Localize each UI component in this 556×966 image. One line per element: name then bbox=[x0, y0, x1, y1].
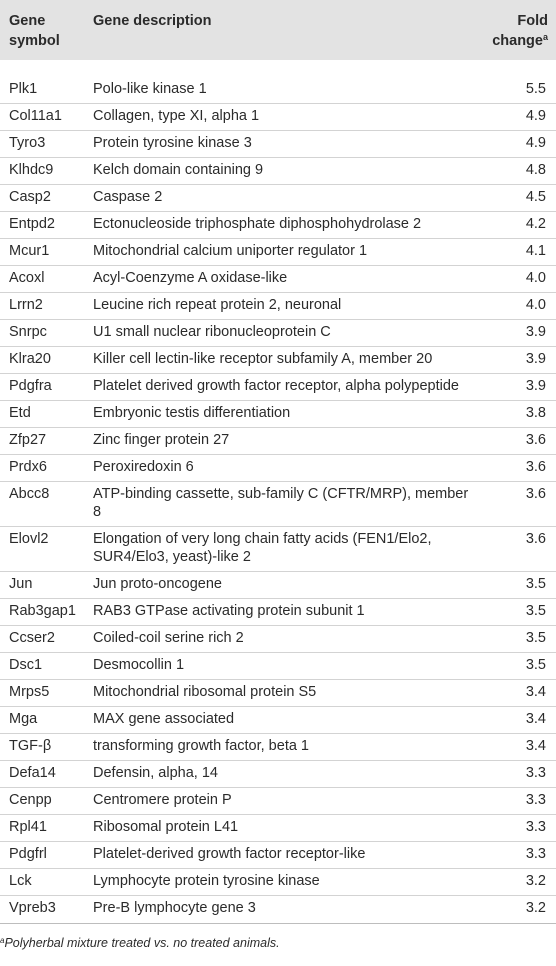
table-row bbox=[0, 842, 556, 869]
gene-description-cell: Protein tyrosine kinase 3 bbox=[84, 131, 478, 158]
header-fold-change-label: Fold change bbox=[492, 13, 548, 49]
table-row bbox=[0, 428, 556, 455]
fold-change-cell: 3.5 bbox=[478, 599, 556, 626]
fold-change-cell: 4.1 bbox=[478, 239, 556, 266]
table-row bbox=[0, 266, 556, 293]
table-row bbox=[0, 869, 556, 896]
table-row bbox=[0, 734, 556, 761]
table-row bbox=[0, 401, 556, 428]
footnote-marker: a bbox=[0, 936, 5, 945]
gene-description-cell: Polo-like kinase 1 bbox=[84, 60, 478, 104]
gene-description-cell: MAX gene associated bbox=[84, 707, 478, 734]
gene-symbol-cell: Plk1 bbox=[0, 60, 84, 104]
gene-description-cell: Mitochondrial ribosomal protein S5 bbox=[84, 680, 478, 707]
gene-description-cell: transforming growth factor, beta 1 bbox=[84, 734, 478, 761]
table-row bbox=[0, 527, 556, 572]
table-row bbox=[0, 455, 556, 482]
gene-symbol-cell: Prdx6 bbox=[0, 455, 84, 482]
fold-change-cell: 3.9 bbox=[478, 374, 556, 401]
table-row bbox=[0, 131, 556, 158]
table-row bbox=[0, 482, 556, 527]
gene-description-cell: Pre-B lymphocyte gene 3 bbox=[84, 896, 478, 924]
fold-change-cell: 4.5 bbox=[478, 185, 556, 212]
fold-change-cell: 3.9 bbox=[478, 347, 556, 374]
fold-change-cell: 3.6 bbox=[478, 527, 556, 572]
fold-change-cell: 3.2 bbox=[478, 896, 556, 924]
table-row bbox=[0, 572, 556, 599]
gene-symbol-cell: Dsc1 bbox=[0, 653, 84, 680]
fold-change-cell: 3.6 bbox=[478, 482, 556, 527]
gene-symbol-cell: Ccser2 bbox=[0, 626, 84, 653]
gene-symbol-cell: Pdgfra bbox=[0, 374, 84, 401]
fold-change-cell: 3.6 bbox=[478, 428, 556, 455]
header-gene-description: Gene description bbox=[93, 13, 212, 29]
gene-description-cell: Kelch domain containing 9 bbox=[84, 158, 478, 185]
gene-symbol-cell: Tyro3 bbox=[0, 131, 84, 158]
fold-change-cell: 5.5 bbox=[478, 60, 556, 104]
table-row bbox=[0, 185, 556, 212]
gene-symbol-cell: Rpl41 bbox=[0, 815, 84, 842]
gene-description-cell: Platelet derived growth factor receptor, alpha polypeptide bbox=[84, 374, 478, 401]
footnote-text: Polyherbal mixture treated vs. no treated animals. bbox=[4, 936, 280, 950]
fold-change-cell: 4.9 bbox=[478, 131, 556, 158]
gene-description-cell: Peroxiredoxin 6 bbox=[84, 455, 478, 482]
gene-symbol-cell: Pdgfrl bbox=[0, 842, 84, 869]
table-row bbox=[0, 761, 556, 788]
gene-symbol-cell: Entpd2 bbox=[0, 212, 84, 239]
gene-description-cell: Leucine rich repeat protein 2, neuronal bbox=[84, 293, 478, 320]
fold-change-cell: 4.2 bbox=[478, 212, 556, 239]
gene-symbol-cell: Etd bbox=[0, 401, 84, 428]
gene-symbol-cell: Abcc8 bbox=[0, 482, 84, 527]
table-row bbox=[0, 212, 556, 239]
gene-symbol-cell: Lrrn2 bbox=[0, 293, 84, 320]
gene-symbol-cell: Snrpc bbox=[0, 320, 84, 347]
fold-change-cell: 3.5 bbox=[478, 572, 556, 599]
gene-symbol-cell: Mga bbox=[0, 707, 84, 734]
gene-description-cell: Defensin, alpha, 14 bbox=[84, 761, 478, 788]
fold-change-cell: 3.3 bbox=[478, 842, 556, 869]
gene-symbol-cell: TGF-β bbox=[0, 734, 84, 761]
gene-description-cell: Acyl-Coenzyme A oxidase-like bbox=[84, 266, 478, 293]
gene-symbol-cell: Rab3gap1 bbox=[0, 599, 84, 626]
gene-description-cell: Jun proto-oncogene bbox=[84, 572, 478, 599]
fold-change-cell: 3.4 bbox=[478, 707, 556, 734]
table-row bbox=[0, 680, 556, 707]
table-row bbox=[0, 707, 556, 734]
gene-symbol-cell: Jun bbox=[0, 572, 84, 599]
gene-symbol-cell: Casp2 bbox=[0, 185, 84, 212]
table-row bbox=[0, 158, 556, 185]
gene-description-cell: Elongation of very long chain fatty acids (FEN1/Elo2, SUR4/Elo3, yeast)-like 2 bbox=[84, 527, 478, 572]
gene-symbol-cell: Lck bbox=[0, 869, 84, 896]
gene-symbol-cell: Klra20 bbox=[0, 347, 84, 374]
gene-symbol-cell: Elovl2 bbox=[0, 527, 84, 572]
header-row bbox=[0, 0, 556, 60]
gene-description-cell: Desmocollin 1 bbox=[84, 653, 478, 680]
fold-change-cell: 3.4 bbox=[478, 680, 556, 707]
fold-change-cell: 3.8 bbox=[478, 401, 556, 428]
table-row bbox=[0, 293, 556, 320]
table-row bbox=[0, 374, 556, 401]
table-row bbox=[0, 626, 556, 653]
table-header bbox=[0, 0, 556, 60]
table-footnote bbox=[0, 924, 556, 950]
table-row bbox=[0, 653, 556, 680]
table-row bbox=[0, 239, 556, 266]
gene-description-cell: U1 small nuclear ribonucleoprotein C bbox=[84, 320, 478, 347]
table-body bbox=[0, 60, 556, 924]
gene-description-cell: Platelet-derived growth factor receptor-like bbox=[84, 842, 478, 869]
gene-description-cell: Ribosomal protein L41 bbox=[84, 815, 478, 842]
header-fold-change bbox=[478, 0, 556, 60]
table-row bbox=[0, 104, 556, 131]
fold-change-cell: 3.6 bbox=[478, 455, 556, 482]
fold-change-cell: 3.4 bbox=[478, 734, 556, 761]
table-row bbox=[0, 320, 556, 347]
fold-change-cell: 3.2 bbox=[478, 869, 556, 896]
fold-change-cell: 4.0 bbox=[478, 293, 556, 320]
gene-symbol-cell: Cenpp bbox=[0, 788, 84, 815]
gene-description-cell: Killer cell lectin-like receptor subfamily A, member 20 bbox=[84, 347, 478, 374]
table-row bbox=[0, 788, 556, 815]
gene-description-cell: Ectonucleoside triphosphate diphosphohydrolase 2 bbox=[84, 212, 478, 239]
fold-change-cell: 4.8 bbox=[478, 158, 556, 185]
fold-change-cell: 3.3 bbox=[478, 815, 556, 842]
fold-change-cell: 3.5 bbox=[478, 626, 556, 653]
table-row bbox=[0, 896, 556, 924]
gene-symbol-cell: Mrps5 bbox=[0, 680, 84, 707]
gene-description-cell: Zinc finger protein 27 bbox=[84, 428, 478, 455]
gene-description-cell: ATP-binding cassette, sub-family C (CFTR/MRP), member 8 bbox=[84, 482, 478, 527]
table-row bbox=[0, 599, 556, 626]
table-row bbox=[0, 60, 556, 104]
gene-symbol-cell: Vpreb3 bbox=[0, 896, 84, 924]
fold-change-cell: 3.3 bbox=[478, 761, 556, 788]
gene-description-cell: Collagen, type XI, alpha 1 bbox=[84, 104, 478, 131]
gene-description-cell: Mitochondrial calcium uniporter regulator 1 bbox=[84, 239, 478, 266]
gene-symbol-cell: Zfp27 bbox=[0, 428, 84, 455]
gene-description-cell: Embryonic testis differentiation bbox=[84, 401, 478, 428]
gene-symbol-cell: Col11a1 bbox=[0, 104, 84, 131]
header-gene-symbol: Gene symbol bbox=[9, 13, 60, 49]
fold-change-cell: 3.3 bbox=[478, 788, 556, 815]
fold-change-cell: 3.5 bbox=[478, 653, 556, 680]
header-footnote-marker: a bbox=[542, 32, 548, 42]
gene-description-cell: Centromere protein P bbox=[84, 788, 478, 815]
gene-symbol-cell: Mcur1 bbox=[0, 239, 84, 266]
fold-change-cell: 3.9 bbox=[478, 320, 556, 347]
gene-symbol-cell: Acoxl bbox=[0, 266, 84, 293]
fold-change-cell: 4.9 bbox=[478, 104, 556, 131]
gene-description-cell: Caspase 2 bbox=[84, 185, 478, 212]
gene-description-cell: Coiled-coil serine rich 2 bbox=[84, 626, 478, 653]
table-row bbox=[0, 815, 556, 842]
table-row bbox=[0, 347, 556, 374]
fold-change-cell: 4.0 bbox=[478, 266, 556, 293]
gene-description-cell: Lymphocyte protein tyrosine kinase bbox=[84, 869, 478, 896]
gene-symbol-cell: Klhdc9 bbox=[0, 158, 84, 185]
gene-symbol-cell: Defa14 bbox=[0, 761, 84, 788]
gene-description-cell: RAB3 GTPase activating protein subunit 1 bbox=[84, 599, 478, 626]
